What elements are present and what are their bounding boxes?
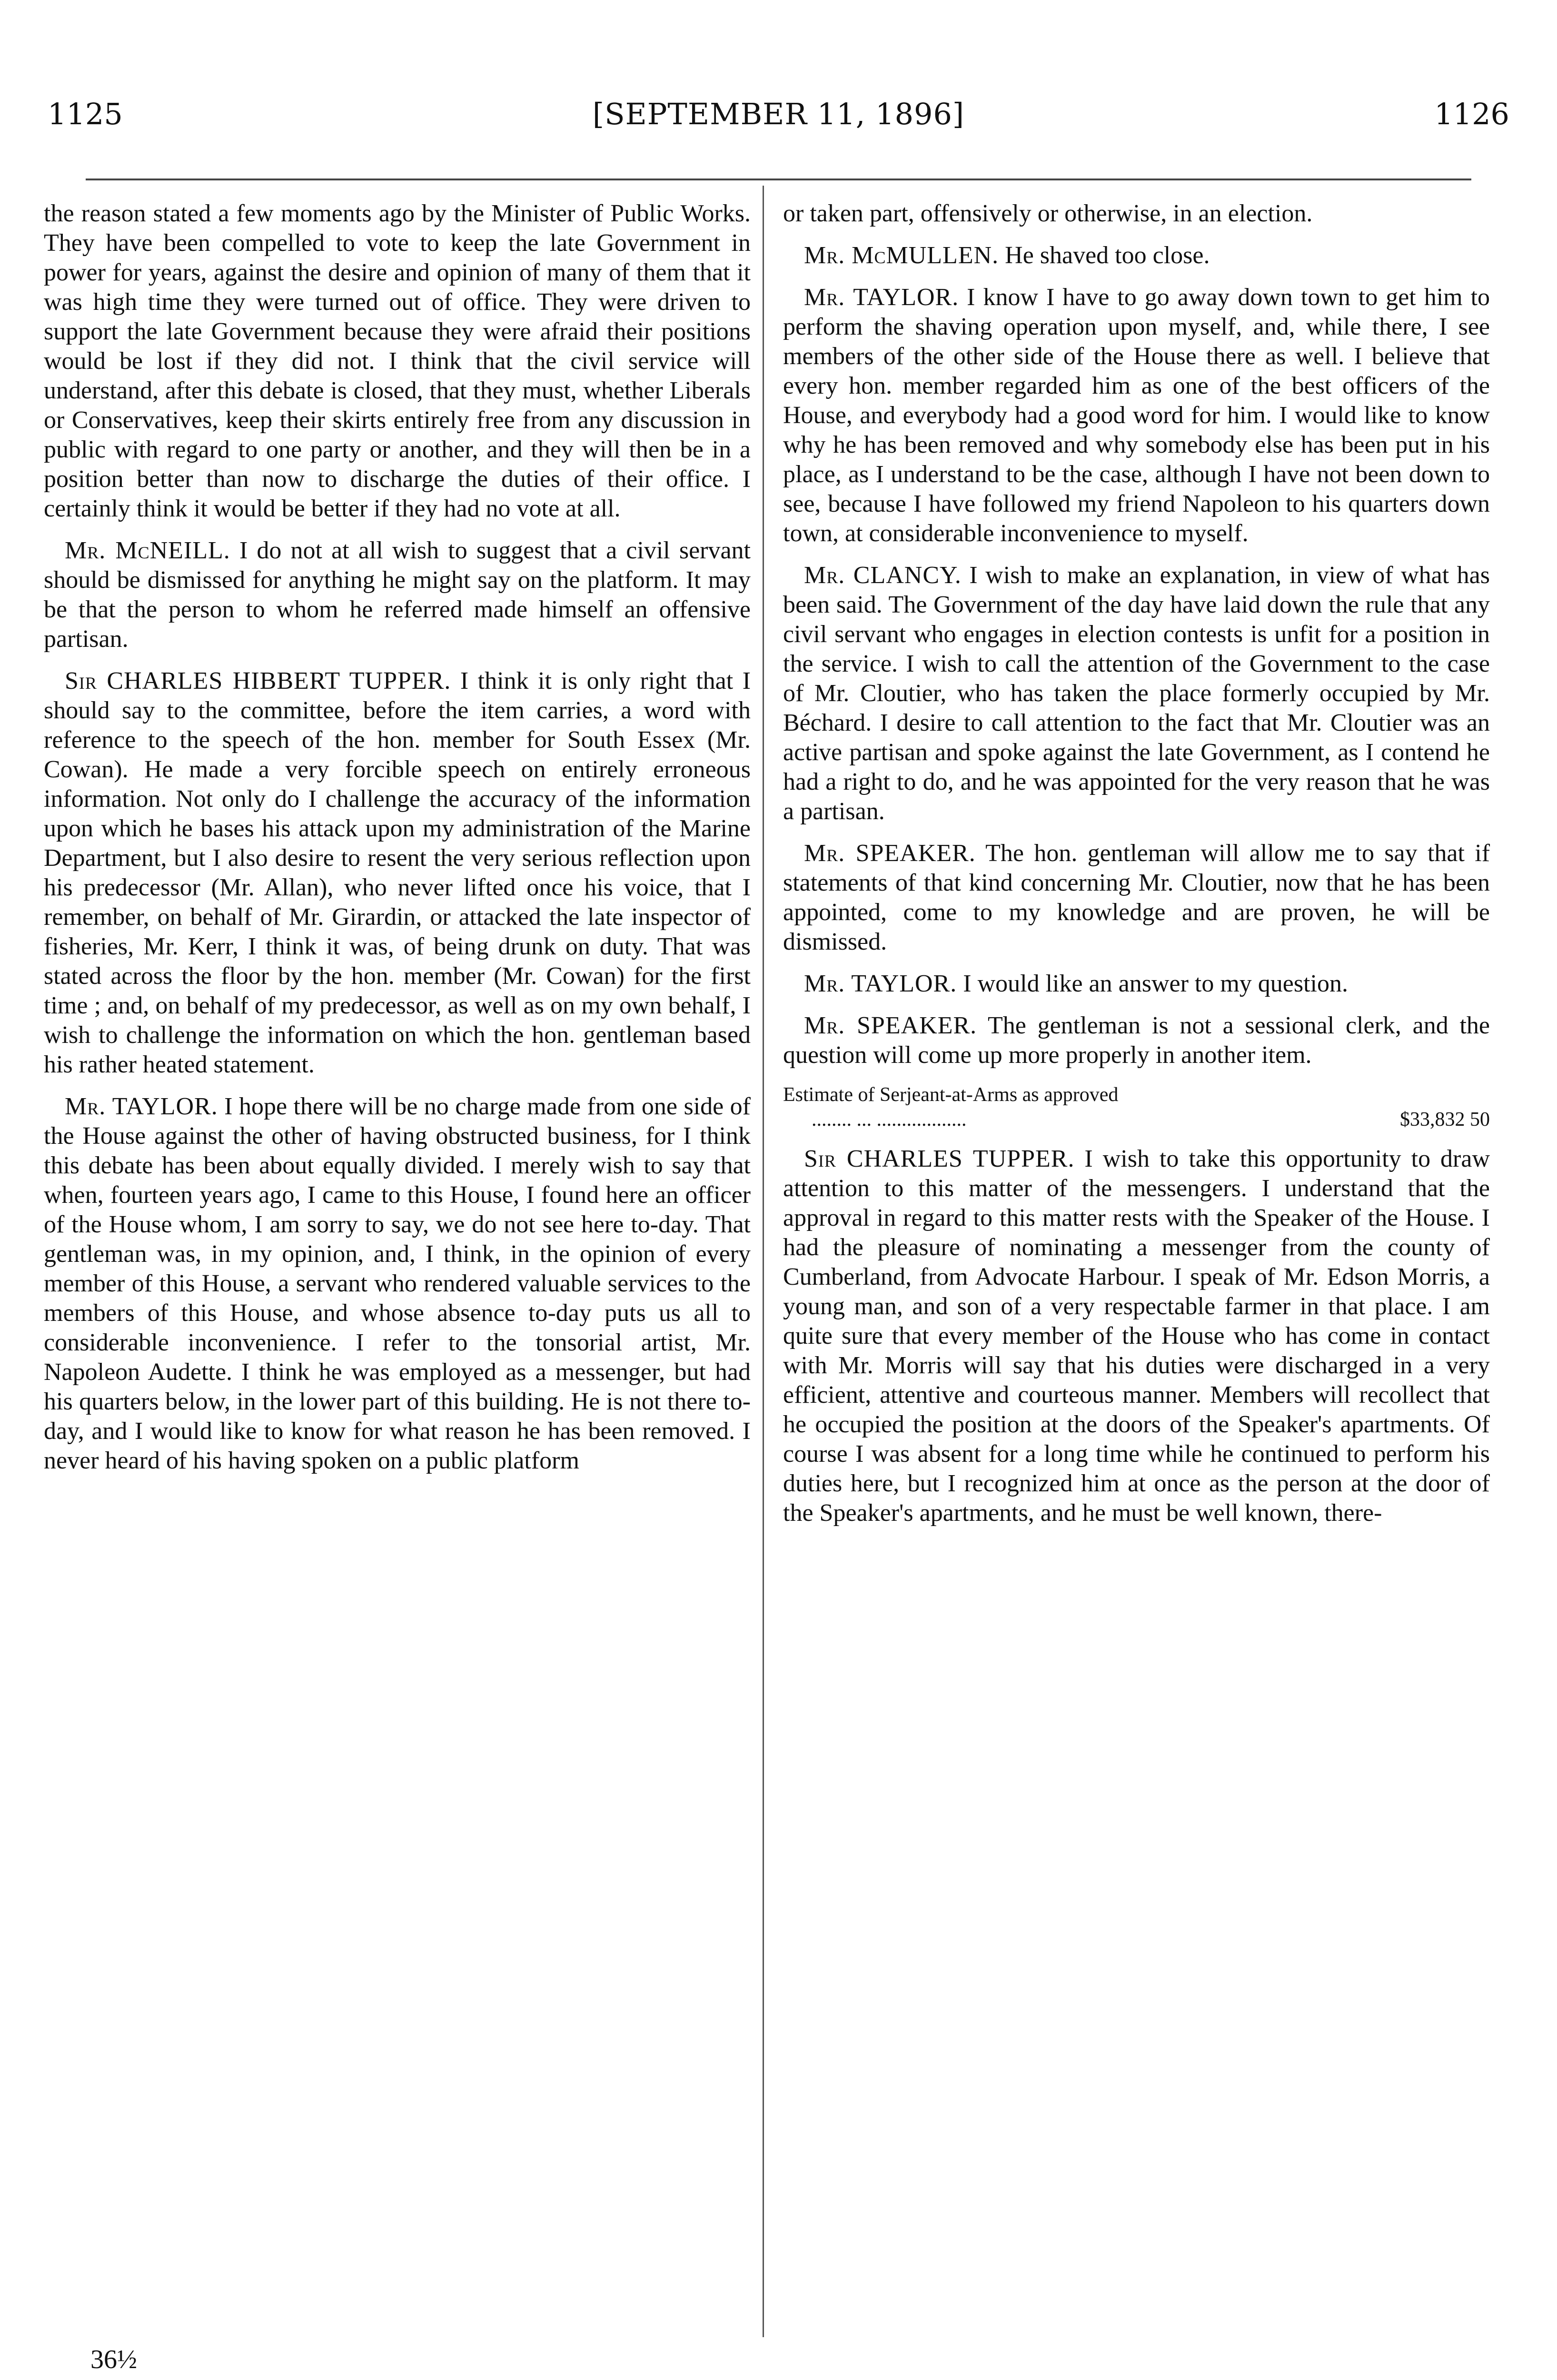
paragraph: Mr. TAYLOR. I would like an answer to my question.: [804, 970, 1348, 997]
speaker-name: Mr. TAYLOR.: [65, 1093, 218, 1120]
estimate-amount: $33,832 50: [1400, 1109, 1490, 1130]
column-divider: [763, 186, 764, 2337]
paragraph: Sir CHARLES HIBBERT TUPPER. I think it is only right that I should say to the committee, before the item carries, a word with reference to the speech of the hon. member for South Essex (Mr. Cowan). He made a very forcible speech on entirely erroneous information. Not only do I challenge the accuracy of the information upon which he bases his attack upon my administration of the Marine Department, but I also desire to resent the very serious reflection upon his predecessor (Mr. Allan), who never lifted once his voice, that I remember, on behalf of Mr. Girardin, or attacked the late inspector of fisheries, Mr. Kerr, I think it was, of being drunk on duty. That was stated across the floor by the hon. member (Mr. Cowan) for the first time ; and, on behalf of my predecessor, as well as on my own behalf, I wish to challenge the information on which the hon. gentleman based his rather heated statement.: [44, 667, 751, 1078]
paragraph: Mr. TAYLOR. I know I have to go away down town to get him to perform the shaving operation upon myself, and, while there, I see members of the other side of the House there as well. I believe that every hon. member regarded him as one of the best officers of the House, and everybody had a good word for him. I would like to know why he has been removed and why somebody else has been put in his place, as I understand to be the case, although I have not been down to see, because I have followed my friend Napoleon to his quarters down town, at considerable inconvenience to myself.: [783, 284, 1490, 547]
speaker-name: Mr. CLANCY.: [804, 562, 962, 589]
estimate-label: Estimate of Serjeant-at-Arms as approved: [783, 1084, 1119, 1106]
paragraph: Mr. TAYLOR. I hope there will be no charge made from one side of the House against the other of having obstructed business, for I think this debate has been about equally divided. I merely wish to say that when, fourteen years ago, I came to this House, I found here an officer of the House whom, I am sorry to say, we do not see here to-day. That gentleman was, in my opinion, and, I think, in the opinion of every member of this House, a servant who rendered valuable services to the members of this House, and whose absence to-day puts us all to considerable inconvenience. I refer to the tonsorial artist, Mr. Napoleon Audette. I think he was employed as a messenger, but had his quarters below, in the lower part of this building. He is not there to-day, and I would like to know for what reason he has been removed. I never heard of his having spoken on a public platform: [44, 1093, 751, 1474]
page-number-right: 1126: [1434, 97, 1509, 131]
paragraph: the reason stated a few moments ago by the Minister of Public Works. They have been compelled to vote to keep the late Government in power for years, against the desire and opinion of many of them that it was high time they were turned out of office. They were driven to support the late Government because they were afraid their positions would be lost if they did not. I think that the civil service will understand, after this debate is closed, that they must, whether Liberals or Conservatives, keep their skirts entirely free from any discussion in public with regard to one party or another, and they will then be in a position better than now to discharge the duties of their office. I certainly think it would be better if they had no vote at all.: [44, 200, 751, 522]
speaker-name: Mr. McMULLEN.: [804, 242, 999, 269]
speaker-name: Sir CHARLES HIBBERT TUPPER.: [65, 667, 451, 694]
paragraph: Sir CHARLES TUPPER. I wish to take this opportunity to draw attention to this matter of the messengers. I understand that the approval in regard to this matter rests with the Speaker of the House. I had the pleasure of nominating a messenger from the county of Cumberland, from Advocate Harbour. I speak of Mr. Edson Morris, a young man, and son of a very respectable farmer in that place. I am quite sure that every member of the House who has come in contact with Mr. Morris will say that his duties were discharged in a very efficient, attentive and courteous manner. Members will recollect that he occupied the position at the doors of the Speaker's apartments. Of course I was absent for a long time while he continued to perform his duties here, but I recognized him at once as the person at the door of the Speaker's apartments, and he must be well known, there-: [783, 1145, 1490, 1527]
running-head: [48, 90, 1509, 138]
paragraph: or taken part, offensively or otherwise, in an election.: [783, 200, 1313, 227]
left-column: [44, 199, 751, 1488]
estimate-entry: [783, 1082, 1490, 1132]
speaker-name: Mr. TAYLOR.: [804, 970, 957, 997]
paragraph: Mr. SPEAKER. The gentleman is not a sessional clerk, and the question will come up more properly in another item.: [783, 1012, 1490, 1069]
speaker-name: Sir CHARLES TUPPER.: [804, 1145, 1075, 1172]
paragraph: Mr. McMULLEN. He shaved too close.: [804, 242, 1210, 269]
speaker-name: Mr. SPEAKER.: [804, 840, 976, 867]
right-column: [783, 199, 1490, 1540]
speaker-name: Mr. TAYLOR.: [804, 284, 959, 311]
paragraph: Mr. McNEILL. I do not at all wish to suggest that a civil servant should be dismissed for anything he might say on the platform. It may be that the person to whom he referred made himself an offensive partisan.: [44, 537, 751, 653]
page-date: [SEPTEMBER 11, 1896]: [592, 97, 965, 131]
paragraph: Mr. SPEAKER. The hon. gentleman will allow me to say that if statements of that kind concerning Mr. Cloutier, now that he has been appointed, come to my knowledge and are proven, he will be dismissed.: [783, 840, 1490, 955]
paragraph: Mr. CLANCY. I wish to make an explanation, in view of what has been said. The Government of the day have laid down the rule that any civil servant who engages in election contests is unfit for a position in the service. I wish to call the attention of the Government to the case of Mr. Cloutier, who has taken the place formerly occupied by Mr. Béchard. I desire to call attention to the fact that Mr. Cloutier was an active partisan and spoke against the late Government, as I contend he had a right to do, and he was appointed for the very reason that he was a partisan.: [783, 562, 1490, 825]
header-rule: [86, 178, 1471, 180]
page-number-left: 1125: [48, 97, 123, 131]
speaker-name: Mr. SPEAKER.: [804, 1012, 977, 1039]
signature-mark: 36½: [90, 2345, 137, 2374]
dot-leader: ........ ... ..................: [812, 1109, 967, 1130]
speaker-name: Mr. McNEILL.: [65, 537, 230, 564]
